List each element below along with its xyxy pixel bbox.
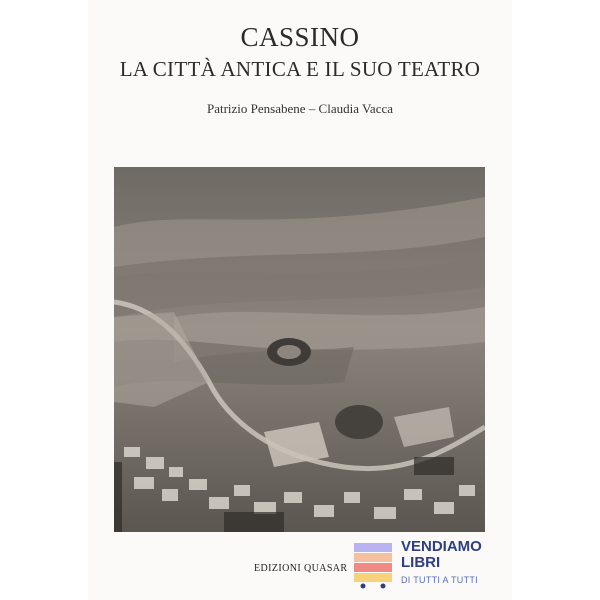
vendiamo-libri-badge (401, 539, 482, 571)
vendiamo-libri-logo-icon (352, 541, 394, 589)
book-title: CASSINO (240, 22, 360, 52)
book-authors: Patrizio Pensabene – Claudia Vacca (206, 101, 394, 116)
badge-tagline: DI TUTTI A TUTTI (401, 575, 478, 585)
badge-line-2: LIBRI (401, 554, 441, 571)
book-subtitle: LA CITTÀ ANTICA E IL SUO TEATRO (119, 57, 481, 81)
badge-line-1: VENDIAMO (401, 538, 482, 555)
publisher-name: EDIZIONI QUASAR (254, 563, 348, 574)
aerial-photo-image (114, 167, 485, 532)
